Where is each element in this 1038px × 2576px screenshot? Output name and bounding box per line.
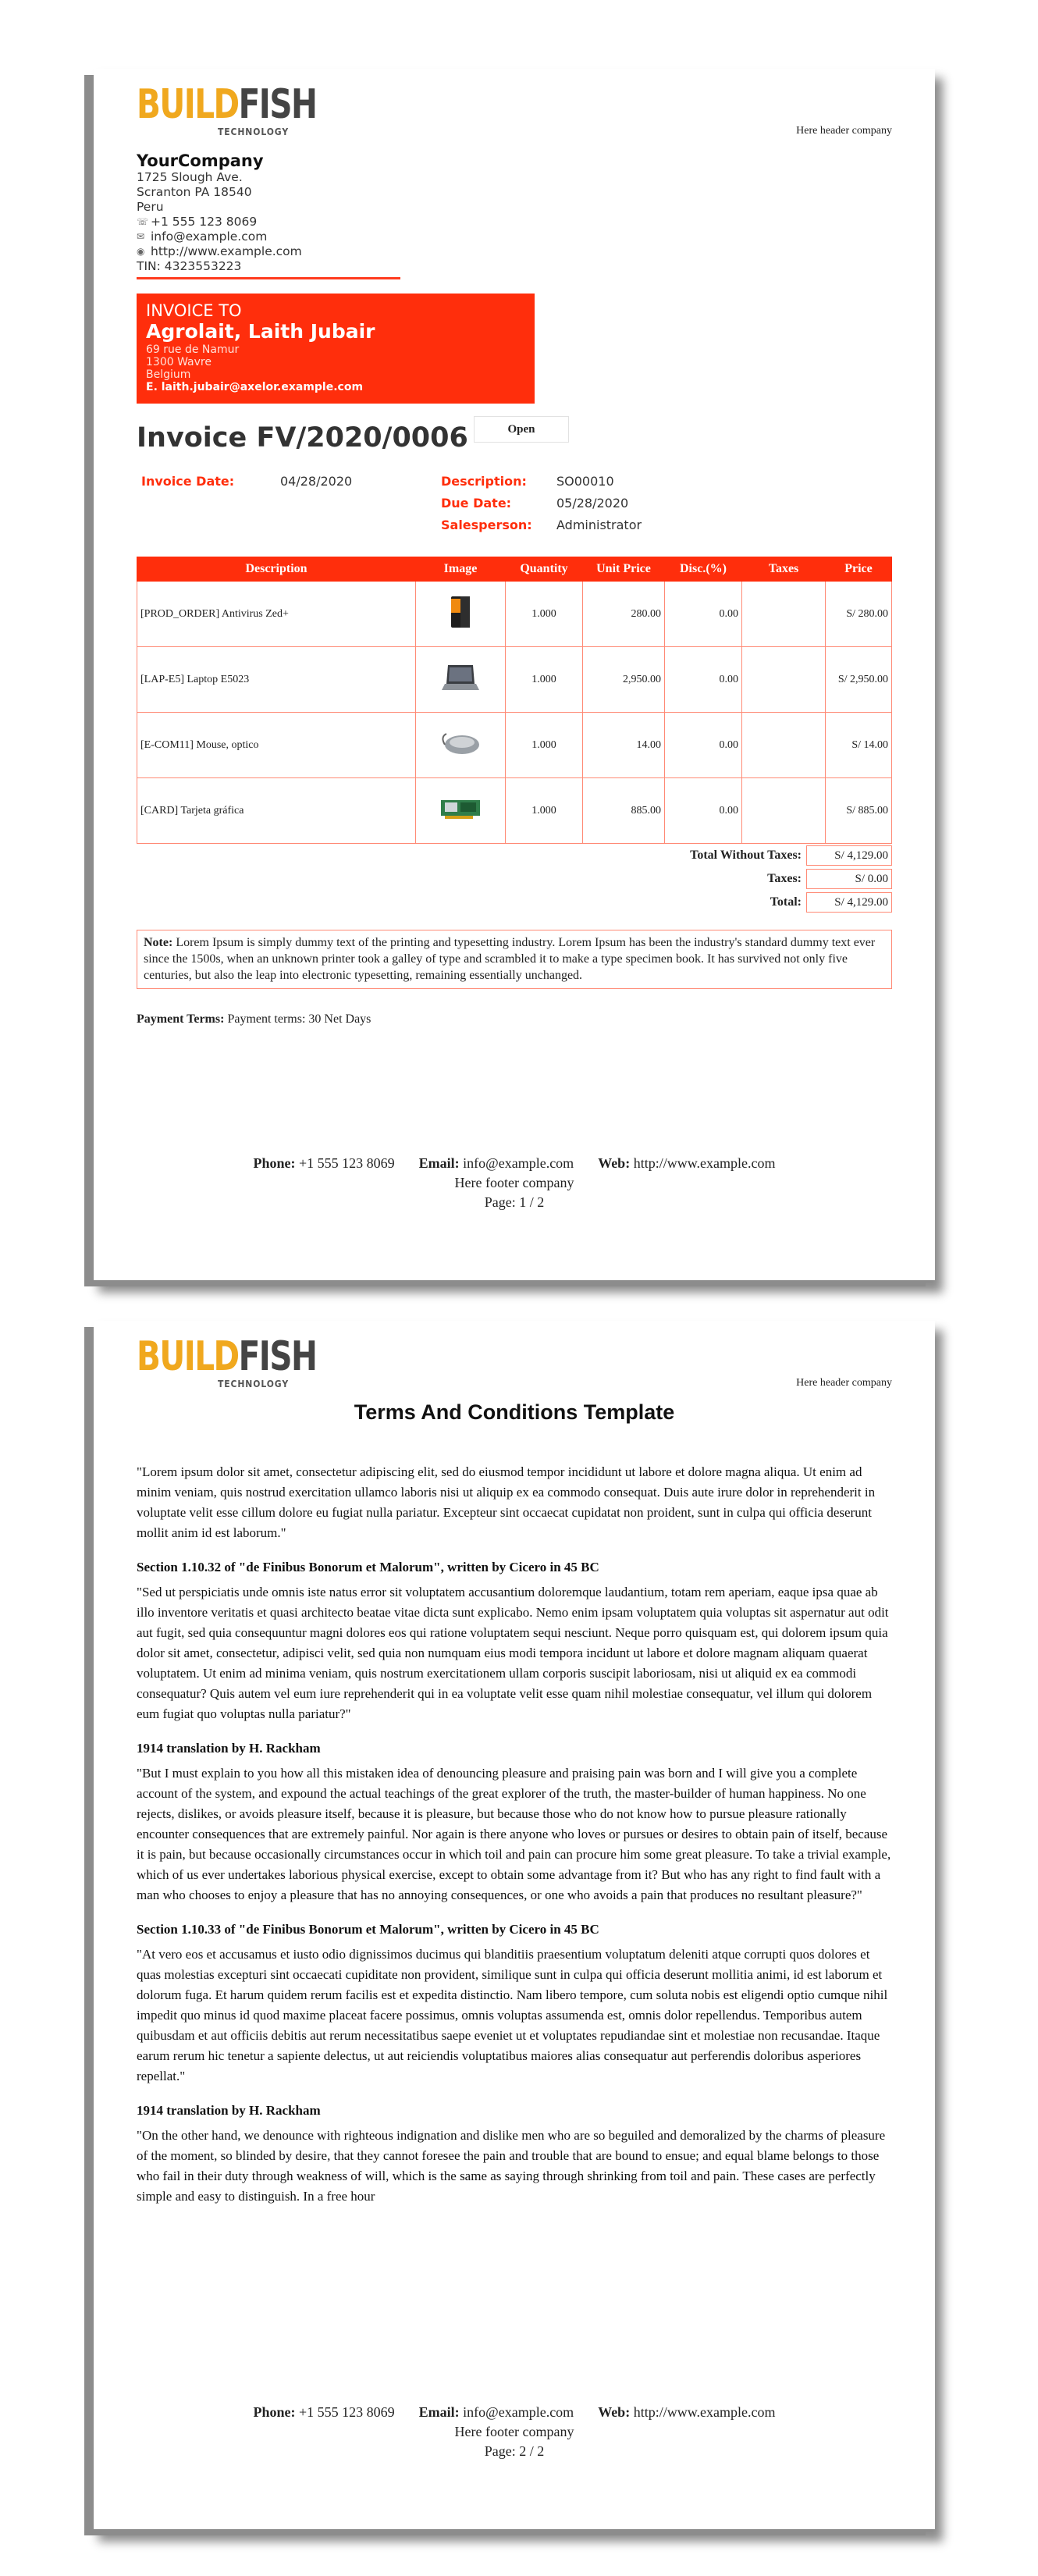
company-address-line1: 1725 Slough Ave. xyxy=(137,170,243,184)
column-header: Taxes xyxy=(742,557,826,582)
line-quantity: 1.000 xyxy=(506,582,583,647)
line-discount: 0.00 xyxy=(665,647,742,713)
terms-heading: Section 1.10.32 of "de Finibus Bonorum et Malorum", written by Cicero in 45 BC xyxy=(137,1560,599,1574)
description-label: Description: xyxy=(441,474,527,489)
customer-name: Agrolait, Laith Jubair xyxy=(146,320,375,343)
terms-paragraph: "Lorem ipsum dolor sit amet, consectetur adipiscing elit, sed do eiusmod tempor incididunt ut labore et dolore magna aliqua. Ut enim ad minim veniam, quis nostrud exercitation ullamco laboris nisi ut aliquip ex ea commodo consequat. Duis aute irure dolor in reprehenderit in voluptate velit esse cillum dolore eu fugiat nulla pariatur. Excepteur sint occaecat cupidatat non proident, sunt in culpa qui officia deserunt mollit anim id est laborum." xyxy=(137,1464,876,1540)
customer-city: 1300 Wavre xyxy=(146,356,212,368)
terms-heading: Section 1.10.33 of "de Finibus Bonorum et Malorum", written by Cicero in 45 BC xyxy=(137,1922,599,1937)
note-label: Note: xyxy=(144,936,173,949)
terms-paragraph: "But I must explain to you how all this mistaken idea of denouncing pleasure and praising pain was born and I will give you a complete account of the system, and expound the actual teachings of the great explorer of the truth, the master-builder of human happiness. No one rejects, dislikes, or avoids pleasure itself, because it is pleasure, but because those who do not know how to pursue pleasure rationally encounter consequences that are extremely painful. Nor again is there anyone who loves or pursues or desires to obtain pain of itself, because it is pain, but because occasionally circumstances occur in which toil and pain can procure him some great pleasure. To take a trivial example, which of us ever undertakes laborious physical exercise, except to obtain some advantage from it? But who has any right to find fault with a man who chooses to enjoy a pleasure that has no annoying consequences, or one who avoids a pain that produces no resultant pleasure?" xyxy=(137,1766,891,1902)
globe-icon: ◉ xyxy=(137,246,145,257)
customer-country: Belgium xyxy=(146,368,191,381)
footer-web[interactable]: http://www.example.com xyxy=(633,1155,776,1171)
line-taxes xyxy=(742,713,826,778)
column-header: Image xyxy=(416,557,506,582)
line-price: S/ 885.00 xyxy=(826,778,892,844)
line-image xyxy=(416,647,506,713)
invoice-date-value: 04/28/2020 xyxy=(280,474,353,489)
customer-street: 69 rue de Namur xyxy=(146,343,240,356)
footer-email[interactable]: info@example.com xyxy=(463,2404,574,2420)
note-box xyxy=(137,930,892,989)
line-quantity: 1.000 xyxy=(506,647,583,713)
line-unit-price: 280.00 xyxy=(583,582,665,647)
logo-subtitle: TECHNOLOGY xyxy=(218,126,290,137)
line-quantity: 1.000 xyxy=(506,713,583,778)
payment-terms-text: Payment terms: 30 Net Days xyxy=(227,1012,371,1026)
logo-fish-text: FISH xyxy=(238,1333,317,1380)
due-date-value: 05/28/2020 xyxy=(556,496,629,511)
footer-email-label: Email: xyxy=(418,2404,460,2420)
line-image xyxy=(416,778,506,844)
line-price: S/ 2,950.00 xyxy=(826,647,892,713)
company-logo xyxy=(137,81,317,144)
invoice-lines-table xyxy=(137,557,892,844)
terms-heading: 1914 translation by H. Rackham xyxy=(137,2103,321,2118)
terms-heading: 1914 translation by H. Rackham xyxy=(137,1741,321,1756)
status-badge: Open xyxy=(474,416,569,443)
totals-block xyxy=(137,844,892,914)
line-price: S/ 280.00 xyxy=(826,582,892,647)
salesperson-value: Administrator xyxy=(556,518,642,532)
logo-fish-text: FISH xyxy=(238,81,317,128)
line-unit-price: 885.00 xyxy=(583,778,665,844)
line-description: [CARD] Tarjeta gráfica xyxy=(137,778,416,844)
footer-web-label: Web: xyxy=(598,1155,631,1171)
footer-company: Here footer company xyxy=(454,2424,574,2439)
header-company: Here header company xyxy=(796,125,892,137)
page-number: Page: 2 / 2 xyxy=(484,2443,545,2459)
page-header xyxy=(137,69,892,139)
header-company: Here header company xyxy=(796,1377,892,1389)
column-header: Quantity xyxy=(506,557,583,582)
table-row xyxy=(137,647,892,713)
description-value: SO00010 xyxy=(556,474,614,489)
line-taxes xyxy=(742,778,826,844)
page-footer xyxy=(94,2403,935,2461)
terms-body xyxy=(137,1462,892,2207)
company-divider xyxy=(137,277,400,279)
note-text: Lorem Ipsum is simply dummy text of the printing and typesetting industry. Lorem Ipsum has been the industry's standard dummy text ever since the 1500s, when an unknown printer took a galley of type and scrambled it to make a type specimen book. It has survived not only five centuries, but also the leap into electronic typesetting, remaining essentially unchanged. xyxy=(144,936,876,982)
phone-icon: ☏ xyxy=(137,216,149,227)
invoice-page-2 xyxy=(94,1321,935,2529)
company-email[interactable]: info@example.com xyxy=(151,229,268,244)
footer-web-label: Web: xyxy=(598,2404,631,2420)
footer-phone: +1 555 123 8069 xyxy=(299,2404,395,2420)
company-website[interactable]: http://www.example.com xyxy=(151,244,302,258)
untaxed-value: S/ 4,129.00 xyxy=(806,845,892,866)
terms-paragraph: "At vero eos et accusamus et iusto odio dignissimos ducimus qui blanditiis praesentium voluptatum deleniti atque corrupti quos dolores et quas molestias excepturi sint occaecati cupiditate non provident, similique sunt in culpa qui officia deserunt mollitia animi, id est laborum et dolorum fuga. Et harum quidem rerum facilis est et expedita distinctio. Nam libero tempore, cum soluta nobis est eligendi optio cumque nihil impedit quo minus id quod maxime placeat facere possimus, omnis voluptas assumenda est, omnis dolor repellendus. Temporibus autem quibusdam et aut officiis debitis aut rerum necessitatibus saepe eveniet ut et voluptates repudiandae sint et molestiae non recusandae. Itaque earum rerum hic tenetur a sapiente delectus, ut aut reiciendis voluptatibus maiores alias consequatur aut perferendis doloribus asperiores repellat." xyxy=(137,1947,888,2083)
laptop-icon xyxy=(440,662,481,693)
total-label: Total: xyxy=(770,895,802,909)
footer-phone-label: Phone: xyxy=(253,2404,296,2420)
invoice-to-box xyxy=(137,294,535,404)
line-price: S/ 14.00 xyxy=(826,713,892,778)
footer-phone-label: Phone: xyxy=(253,1155,296,1171)
invoice-page-1 xyxy=(94,69,935,1280)
table-row xyxy=(137,713,892,778)
total-value: S/ 4,129.00 xyxy=(806,892,892,913)
column-header: Price xyxy=(826,557,892,582)
company-tin: TIN: 4323553223 xyxy=(137,259,242,273)
table-header-row xyxy=(137,557,892,582)
terms-title: Terms And Conditions Template xyxy=(354,1400,675,1424)
line-discount: 0.00 xyxy=(665,582,742,647)
footer-phone: +1 555 123 8069 xyxy=(299,1155,395,1171)
taxes-label: Taxes: xyxy=(767,872,802,885)
company-phone: +1 555 123 8069 xyxy=(151,215,258,229)
payment-terms-label: Payment Terms: xyxy=(137,1012,225,1026)
footer-web[interactable]: http://www.example.com xyxy=(633,2404,776,2420)
company-country: Peru xyxy=(137,200,164,214)
envelope-icon: ✉ xyxy=(137,231,145,242)
table-row xyxy=(137,778,892,844)
untaxed-label: Total Without Taxes: xyxy=(690,849,802,862)
logo-build-text: BUILD xyxy=(137,1333,239,1380)
line-discount: 0.00 xyxy=(665,778,742,844)
footer-company: Here footer company xyxy=(454,1175,574,1190)
invoice-title: Invoice FV/2020/0006 xyxy=(137,422,468,454)
terms-paragraph: "On the other hand, we denounce with righteous indignation and dislike men who are so beguiled and demoralized by the charms of pleasure of the moment, so blinded by desire, that they cannot foresee the pain and trouble that are bound to ensue; and equal blame belongs to those who fail in their duty through weakness of will, which is the same as saying through shrinking from toil and pain. These cases are perfectly simple and easy to distinguish. In a free hour xyxy=(137,2128,886,2204)
line-taxes xyxy=(742,582,826,647)
line-unit-price: 14.00 xyxy=(583,713,665,778)
payment-terms xyxy=(137,1012,892,1026)
invoice-to-label: INVOICE TO xyxy=(146,301,242,320)
line-discount: 0.00 xyxy=(665,713,742,778)
footer-email-label: Email: xyxy=(418,1155,460,1171)
column-header: Unit Price xyxy=(583,557,665,582)
invoice-date-label: Invoice Date: xyxy=(141,474,235,489)
line-quantity: 1.000 xyxy=(506,778,583,844)
table-row xyxy=(137,582,892,647)
logo-subtitle: TECHNOLOGY xyxy=(218,1379,290,1389)
logo-build-text: BUILD xyxy=(137,81,239,128)
line-description: [LAP-E5] Laptop E5023 xyxy=(137,647,416,713)
company-address-block xyxy=(137,151,892,279)
column-header: Disc.(%) xyxy=(665,557,742,582)
page-number: Page: 1 / 2 xyxy=(484,1194,545,1210)
page-header xyxy=(137,1321,892,1391)
antivirus-box-icon xyxy=(446,594,475,630)
page-footer xyxy=(94,1154,935,1212)
taxes-value: S/ 0.00 xyxy=(806,869,892,889)
company-logo xyxy=(137,1333,317,1396)
line-description: [E-COM11] Mouse, optico xyxy=(137,713,416,778)
company-name: YourCompany xyxy=(137,151,264,170)
line-taxes xyxy=(742,647,826,713)
salesperson-label: Salesperson: xyxy=(441,518,532,532)
line-description: [PROD_ORDER] Antivirus Zed+ xyxy=(137,582,416,647)
invoice-meta xyxy=(137,471,892,557)
line-unit-price: 2,950.00 xyxy=(583,647,665,713)
customer-email: E. laith.jubair@axelor.example.com xyxy=(146,381,364,393)
line-image xyxy=(416,582,506,647)
due-date-label: Due Date: xyxy=(441,496,512,511)
column-header: Description xyxy=(137,557,416,582)
terms-paragraph: "Sed ut perspiciatis unde omnis iste natus error sit voluptatem accusantium doloremque laudantium, totam rem aperiam, eaque ipsa quae ab illo inventore veritatis et quasi architecto beatae vitae dicta sunt explicabo. Nemo enim ipsam voluptatem quia voluptas sit aspernatur aut odit aut fugit, sed quia consequuntur magni dolores eos qui ratione voluptatem sequi nesciunt. Neque porro quisquam est, qui dolorem ipsum quia dolor sit amet, consectetur, adipisci velit, sed quia non numquam eius modi tempora incidunt ut labore et dolore magnam aliquam quaerat voluptatem. Ut enim ad minima veniam, quis nostrum exercitationem ullam corporis suscipit laboriosam, nisi ut aliquid ex ea commodi consequatur? Quis autem vel eum iure reprehenderit qui in ea voluptate velit esse quam nihil molestiae consequatur, vel illum qui dolorem eum fugiat quo voluptas nulla pariatur?" xyxy=(137,1585,889,1721)
line-image xyxy=(416,713,506,778)
footer-email[interactable]: info@example.com xyxy=(463,1155,574,1171)
company-address-line2: Scranton PA 18540 xyxy=(137,185,252,199)
mouse-icon xyxy=(439,729,482,757)
graphics-card-icon xyxy=(439,795,482,822)
